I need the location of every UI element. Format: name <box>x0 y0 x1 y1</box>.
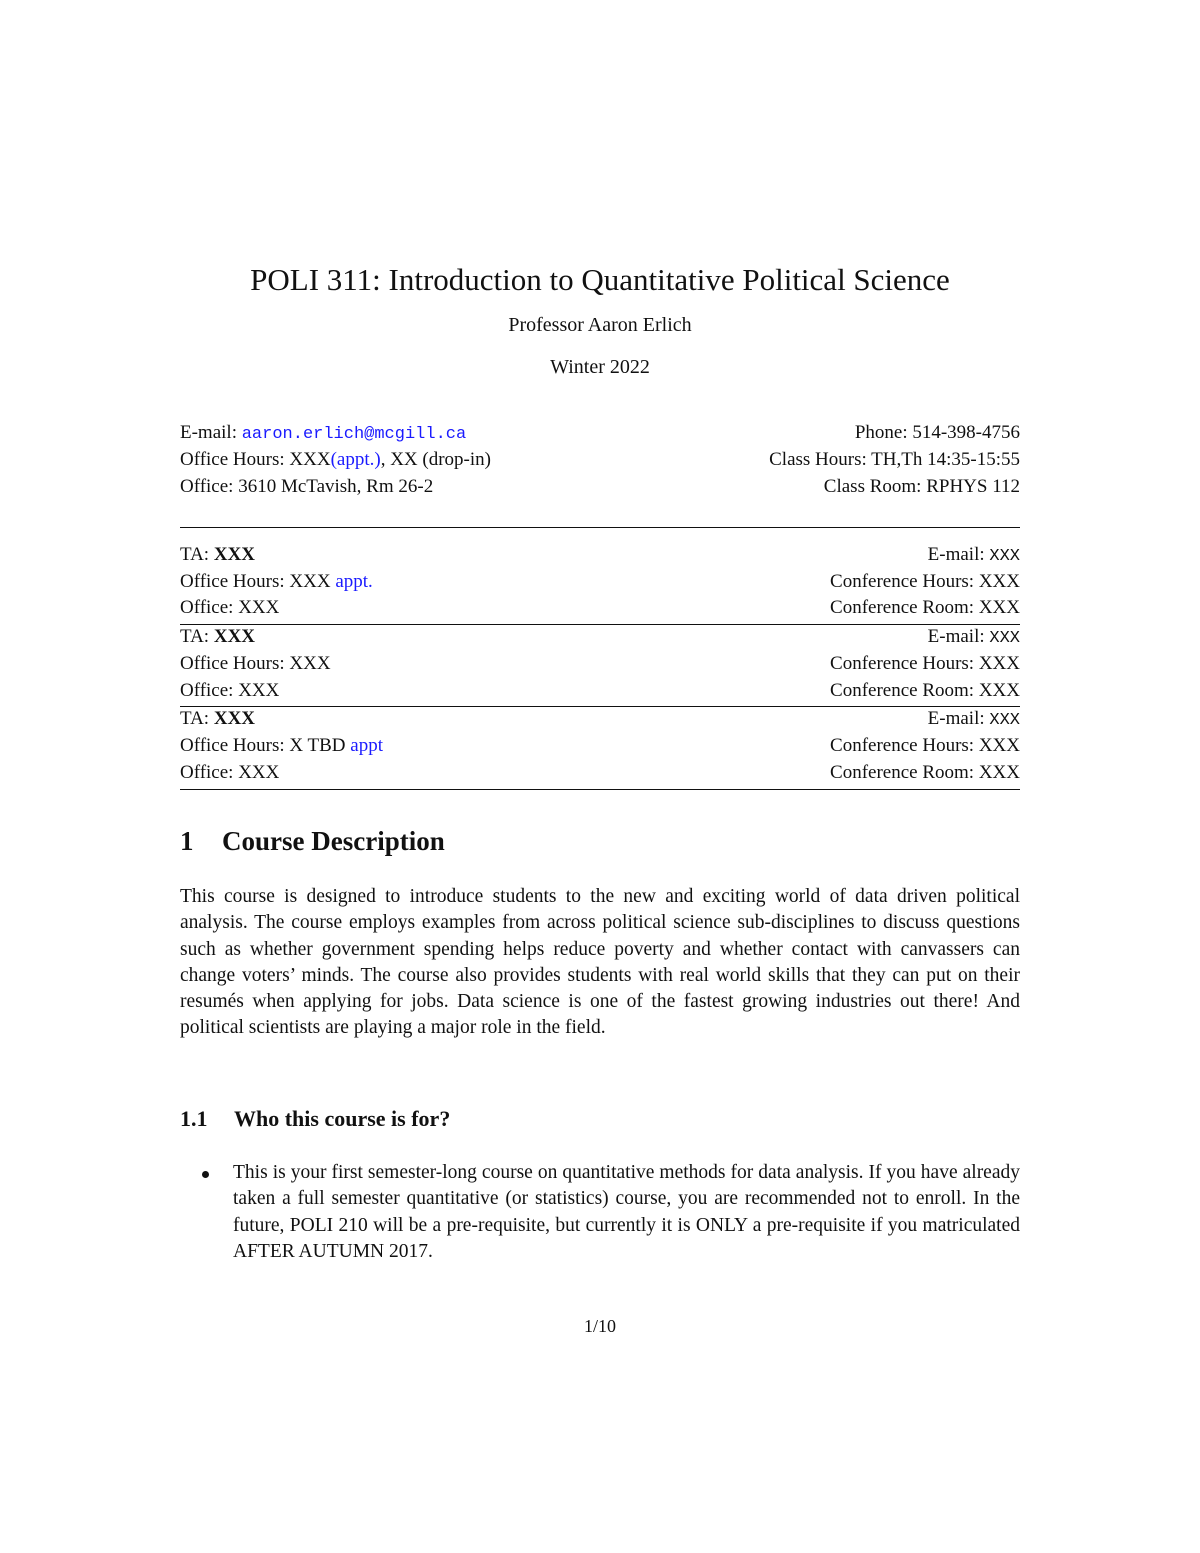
ta-3-row-2 <box>180 735 1020 761</box>
ta-conference-room: Conference Room: XXX <box>830 680 1020 701</box>
professor-name: Professor Aaron Erlich <box>508 314 692 336</box>
office: Office: 3610 McTavish, Rm 26-2 <box>180 476 434 497</box>
bullet-icon <box>202 1171 209 1178</box>
ta-label: TA: <box>180 626 214 647</box>
subsection-heading <box>180 1106 450 1132</box>
page-number: 1/10 <box>583 1316 616 1336</box>
ta-email-label: E-mail: <box>927 708 990 729</box>
ta-office-hours: Office Hours: XXX <box>180 653 331 674</box>
section-title: Course Description <box>222 826 445 856</box>
ta-conference-room: Conference Room: XXX <box>830 597 1020 618</box>
ta-conference-hours: Conference Hours: XXX <box>830 653 1020 674</box>
ta-email: XXX <box>989 547 1020 566</box>
ta-label: TA: <box>180 708 214 729</box>
section-number: 1 <box>180 826 194 856</box>
office-hours-label: Office Hours: XXX <box>180 449 331 470</box>
ta-1-row-1 <box>180 544 1020 570</box>
ta-name: XXX <box>213 708 256 729</box>
ta-2-row-1 <box>180 626 1020 652</box>
ta-2-row-3 <box>180 680 1020 706</box>
office-hours-rest: , XX (drop-in) <box>380 449 491 470</box>
course-description-paragraph: This course is designed to introduce students to the new and exciting world of data driven political analysis. The course employs examples from across political science sub-disciplines to discuss questions such as whether government spending helps reduce poverty and whether contact with canvassers can change voters’ minds. The course also provides students with real world skills that they can put on their resumés when applying for jobs. Data science is one of the fastest growing industries out there! And political scientists are playing a major role in the field. <box>180 886 1020 1039</box>
ta-email: XXX <box>989 711 1020 730</box>
divider <box>180 706 1020 707</box>
class-hours: Class Hours: TH,Th 14:35-15:55 <box>769 449 1020 470</box>
ta-name: XXX <box>213 544 256 565</box>
ta-office-hours: Office Hours: XXX <box>180 571 336 592</box>
ta-label: TA: <box>180 544 214 565</box>
subsection-number: 1.1 <box>180 1106 208 1131</box>
page-title: POLI 311: Introduction to Quantitative Political Science <box>250 262 950 297</box>
divider <box>180 527 1020 528</box>
ta-email-label: E-mail: <box>927 544 990 565</box>
contact-row-3 <box>180 476 1020 502</box>
ta-email: XXX <box>989 629 1020 648</box>
phone: Phone: 514-398-4756 <box>854 422 1020 443</box>
ta-name: XXX <box>213 626 256 647</box>
ta-1-row-3 <box>180 597 1020 623</box>
ta-3-row-3 <box>180 762 1020 788</box>
ta-appt-link[interactable]: appt <box>350 735 383 756</box>
ta-appt-link[interactable]: appt. <box>335 571 373 592</box>
contact-row-2 <box>180 449 1020 475</box>
ta-office-hours: Office Hours: X TBD <box>180 735 351 756</box>
class-room: Class Room: RPHYS 112 <box>823 476 1020 497</box>
divider <box>180 624 1020 625</box>
ta-office: Office: XXX <box>180 680 280 701</box>
term: Winter 2022 <box>550 356 650 378</box>
contact-row-1 <box>180 422 1020 448</box>
ta-conference-room: Conference Room: XXX <box>830 762 1020 783</box>
office-hours-appt-link[interactable]: (appt.) <box>330 449 381 470</box>
ta-office: Office: XXX <box>180 762 280 783</box>
ta-conference-hours: Conference Hours: XXX <box>830 571 1020 592</box>
ta-3-row-1 <box>180 708 1020 734</box>
ta-2-row-2 <box>180 653 1020 679</box>
subsection-title: Who this course is for? <box>234 1106 451 1131</box>
section-heading <box>180 826 445 857</box>
professor-email-link[interactable]: aaron.erlich@mcgill.ca <box>241 425 467 444</box>
ta-email-label: E-mail: <box>927 626 990 647</box>
ta-office: Office: XXX <box>180 597 280 618</box>
ta-1-row-2 <box>180 571 1020 597</box>
email-label: E-mail: <box>180 422 242 443</box>
list-item <box>202 1160 1020 1265</box>
divider <box>180 789 1020 790</box>
ta-conference-hours: Conference Hours: XXX <box>830 735 1020 756</box>
list-item-text: This is your first semester-long course on quantitative methods for data analysis. If you have already taken a full semester quantitative (or statistics) course, you are recommended not to enroll. In the future, POLI 210 will be a pre-requisite, but currently it is ONLY a pre-requisite if you matriculated AFTER AUTUMN 2017. <box>233 1162 1020 1262</box>
